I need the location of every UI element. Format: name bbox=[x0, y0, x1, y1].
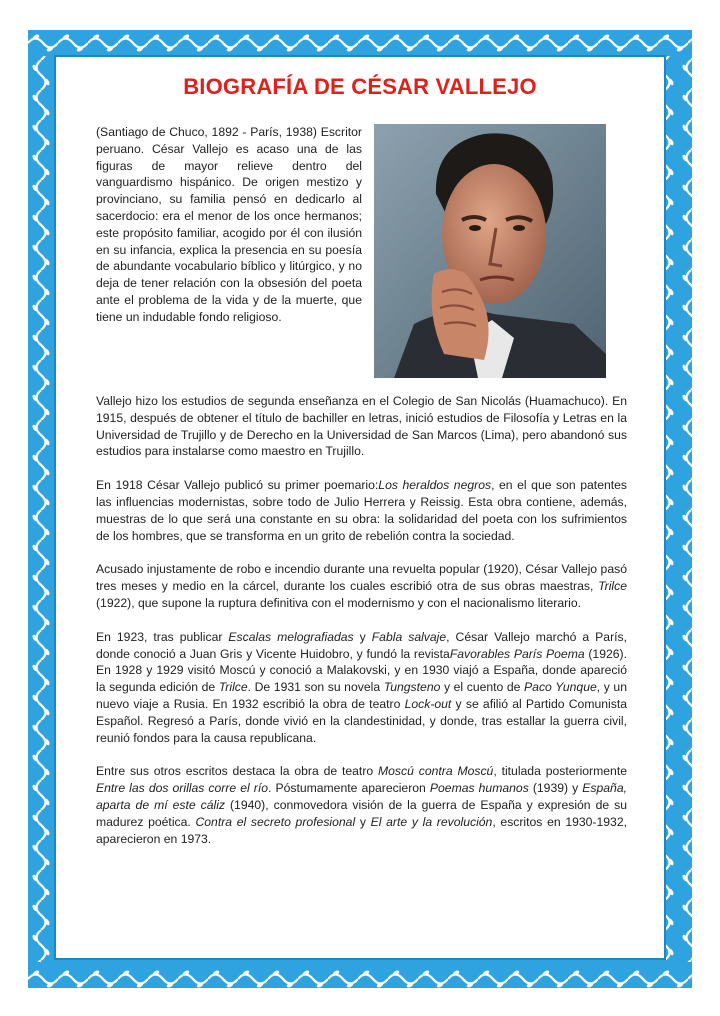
book-title: Fabla salvaje bbox=[371, 629, 447, 644]
paragraph-trilce bbox=[96, 561, 627, 611]
text-span: . Póstumamente aparecieron bbox=[268, 781, 430, 796]
text-span: Acusado injustamente de robo e incendio durante una revuelta popular (1920), César Vallejo pasó tres meses y medio en la cárcel, durante los cuales escribió otra de sus obras maestras, bbox=[96, 562, 627, 594]
text-span: En 1923, tras publicar bbox=[96, 629, 229, 644]
text-span: (1940), conmovedora visión de la guerra de España y expresión de su madurez poética. bbox=[96, 797, 627, 829]
paragraph-heraldos bbox=[96, 477, 627, 544]
text-span: , titulada posteriormente bbox=[493, 764, 627, 779]
book-title: Tungsteno bbox=[383, 680, 441, 695]
text-span: y se afilió al Partido Comunista Español. Regresó a París, donde vivió en la clandestinidad, y donde, tras estallar la guerra civil, reunió fondos para la causa republicana. bbox=[96, 696, 627, 745]
text-span: En 1918 César Vallejo publicó su primer poemario: bbox=[96, 478, 379, 493]
book-title: Trilce bbox=[218, 680, 248, 695]
magazine-title: Favorables París Poema bbox=[449, 646, 585, 661]
book-title: El arte y la revolución bbox=[370, 814, 493, 829]
text-span: , y un nuevo viaje a Rusia. En 1932 escribió la obra de teatro bbox=[96, 680, 627, 711]
text-span: , escritos en 1930-1932, aparecieron en 1973. bbox=[96, 814, 627, 846]
book-title: España, aparta de mí este cáliz bbox=[96, 781, 628, 812]
paragraph-paris bbox=[96, 629, 627, 747]
text-span: , en el que son patentes las influencias modernistas, sobre todo de Julio Herrera y Reissig. Esta obra contiene, además, muestras de lo que será una constante en su obra: la solidaridad del poeta con los sufrimientos de los hombres, que se transforma en un grito de rebelión contra la sociedad. bbox=[96, 478, 628, 543]
text-span: (1926). En 1928 y 1929 visitó Moscú y conoció a Malakovski, y en 1930 viajó a España, donde apareció la segunda edición de bbox=[96, 646, 627, 695]
biography-text bbox=[96, 124, 627, 864]
text-span: y bbox=[355, 814, 371, 829]
paragraph-intro: (Santiago de Chuco, 1892 - París, 1938) Escritor peruano. César Vallejo es acaso una de las figuras de mayor relieve dentro del vanguardismo hispánico. De origen mestizo y provinciano, su familia pensó en dedicarlo al sacerdocio: era el menor de los once hermanos; este propósito familiar, acogido por él con ilusión en su infancia, explica la presencia en su poesía de abundante vocabulario bíblico y litúrgico, y no deja de tener relación con la obsesión del poeta ante el problema de la vida y de la muerte, que tiene un indudable fondo religioso. bbox=[96, 125, 362, 324]
text-span: (1922), que supone la ruptura definitiva con el modernismo y con el nacionalismo literario. bbox=[96, 595, 582, 610]
book-title: Escalas melografiadas bbox=[228, 629, 354, 644]
book-title: Contra el secreto profesional bbox=[195, 814, 356, 829]
play-title: Lock-out bbox=[404, 696, 452, 711]
book-title-trilce: Trilce bbox=[598, 579, 627, 594]
text-span: (1939) y bbox=[528, 781, 583, 796]
text-span: . De 1931 son su novela bbox=[247, 680, 384, 695]
paragraph-studies: Vallejo hizo los estudios de segunda enseñanza en el Colegio de San Nicolás (Huamachuco). En 1915, después de obtener el título de bachiller en letras, inició estudios de Filosofía y Letras en la Universidad de Trujillo y de Derecho en la Universidad de San Marcos (Lima), pero abandonó sus estudios para instalarse como maestro en Trujillo. bbox=[96, 394, 627, 459]
text-span: y bbox=[353, 629, 372, 644]
page-title: BIOGRAFÍA DE CÉSAR VALLEJO bbox=[183, 74, 537, 99]
book-title: Paco Yunque bbox=[524, 680, 597, 695]
text-span: , César Vallejo marchó a París, donde conoció a Juan Gris y Vicente Huidobro, y fundó la revista bbox=[96, 629, 627, 661]
book-title: Poemas humanos bbox=[429, 781, 529, 796]
paragraph-other-works bbox=[96, 763, 627, 847]
text-span: Entre sus otros escritos destaca la obra de teatro bbox=[96, 764, 378, 779]
play-title: Entre las dos orillas corre el río bbox=[96, 781, 268, 796]
play-title: Moscú contra Moscú bbox=[378, 764, 494, 779]
text-span: y el cuento de bbox=[440, 680, 525, 695]
book-title-heraldos: Los heraldos negros bbox=[378, 478, 492, 493]
